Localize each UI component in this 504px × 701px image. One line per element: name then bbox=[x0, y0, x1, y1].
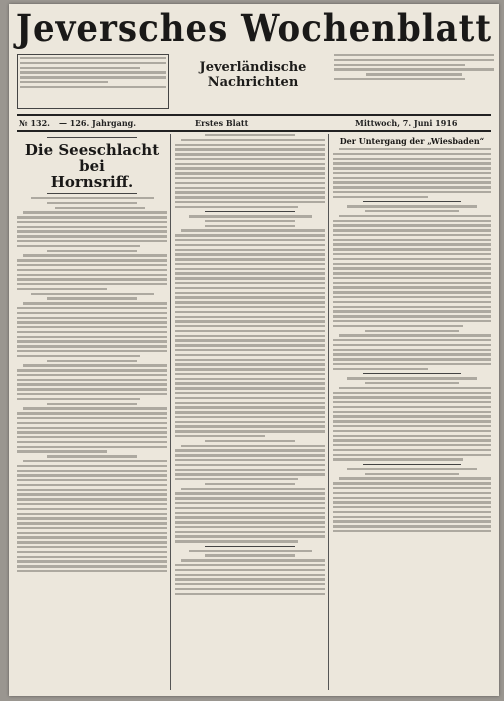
main-headline-line-2: Hornsriff. bbox=[50, 173, 134, 191]
column-2 bbox=[175, 134, 325, 694]
column-1 bbox=[17, 134, 167, 694]
main-headline bbox=[17, 142, 167, 190]
column-rule bbox=[328, 134, 329, 690]
column-rule bbox=[170, 134, 171, 690]
issue-number: № 132. bbox=[19, 118, 50, 128]
dateline-bar bbox=[17, 114, 491, 132]
newspaper-page bbox=[9, 4, 499, 696]
advertising-info bbox=[334, 54, 494, 109]
subtitle-line-2: Nachrichten bbox=[207, 75, 299, 90]
issue-date: Mittwoch, 7. Juni 1916 bbox=[355, 118, 458, 128]
col3-headline: Der Untergang der „Wiesbaden“ bbox=[339, 136, 485, 146]
subscription-info-box bbox=[17, 54, 169, 109]
main-headline-line-1: Die Seeschlacht bei bbox=[24, 141, 160, 175]
edition: Erstes Blatt bbox=[195, 118, 249, 128]
masthead bbox=[15, 8, 493, 50]
volume: — 126. Jahrgang. bbox=[59, 118, 137, 128]
subtitle-line-1: Jeverländische bbox=[199, 60, 307, 75]
masthead-title: Jeversches Wochenblatt bbox=[15, 6, 493, 51]
masthead-subtitle bbox=[181, 60, 325, 90]
column-3 bbox=[333, 134, 491, 694]
